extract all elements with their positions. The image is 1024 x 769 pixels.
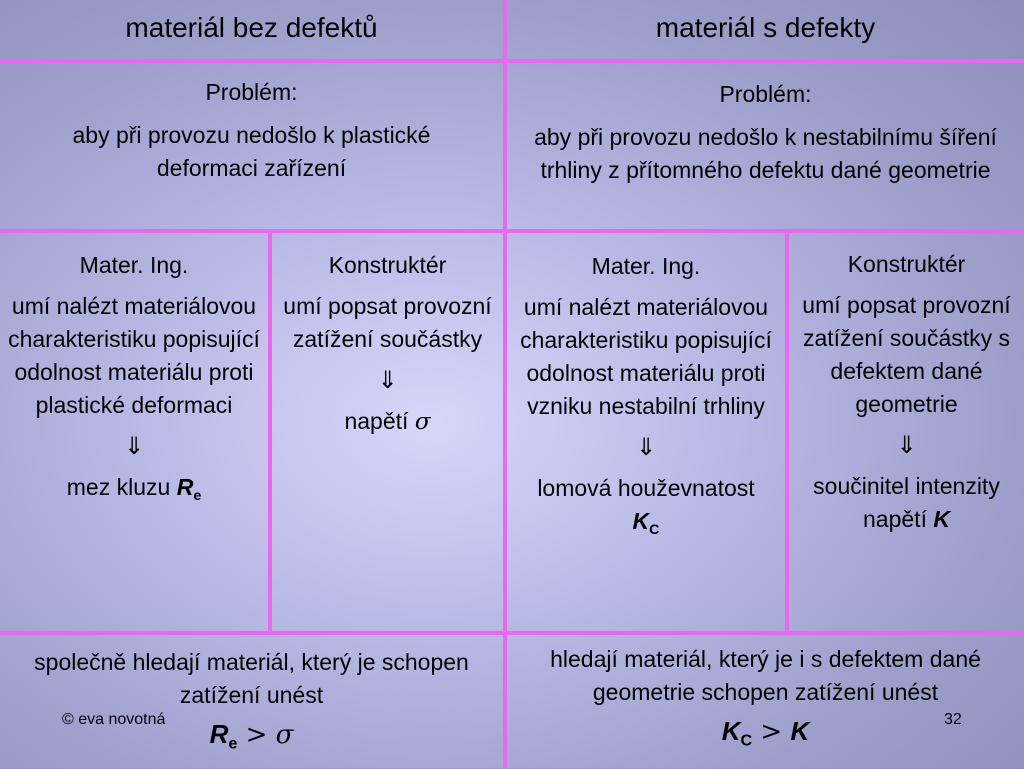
role-materials-engineer-right xyxy=(507,250,785,555)
header-left-title: materiál bez defektů xyxy=(125,12,378,43)
conclusion-left xyxy=(0,646,503,769)
down-arrow-icon: ⇓ xyxy=(123,432,145,460)
role-result xyxy=(4,471,264,513)
problem-left-text: aby při provozu nedošlo k plastické deformaci zařízení xyxy=(72,122,431,181)
formula-lhs-symbol: R xyxy=(209,719,229,749)
formula-rhs-symbol: σ xyxy=(275,720,294,750)
down-arrow-icon: ⇓ xyxy=(377,366,398,394)
problem-left xyxy=(0,76,503,193)
conclusion-right-text: hledají materiál, který je i s defektem dané geometrie schopen zatížení unést xyxy=(550,646,981,705)
role-result-label: napětí xyxy=(344,408,415,434)
conclusion-right-formula xyxy=(517,715,1014,758)
yield-strength-symbol: R xyxy=(176,474,194,500)
role-text: umí nalézt materiálovou charakteristiku popisující odolnost materiálu proti plastické deformaci xyxy=(8,293,260,418)
stress-intensity-symbol: K xyxy=(933,506,950,532)
role-text: umí nalézt materiálovou charakteristiku popisující odolnost materiálu proti vzniku nestabilní trhliny xyxy=(520,294,772,419)
formula-operator: > xyxy=(752,717,791,747)
horizontal-divider-3 xyxy=(0,631,1024,635)
down-arrow-icon: ⇓ xyxy=(896,431,917,459)
conclusion-right xyxy=(507,643,1024,766)
horizontal-divider-1 xyxy=(0,59,1024,63)
role-text: umí popsat provozní zatížení součástky s defektem dané geometrie xyxy=(802,292,1011,417)
slide-number: 32 xyxy=(944,711,962,728)
fracture-toughness-symbol-line xyxy=(511,505,781,547)
role-result xyxy=(276,405,499,439)
formula-operator: > xyxy=(237,720,276,750)
header-left xyxy=(0,0,503,58)
formula-lhs-symbol: K xyxy=(721,716,741,746)
footer-copyright: © eva novotná xyxy=(62,711,166,728)
role-result xyxy=(793,470,1020,536)
horizontal-divider-2 xyxy=(0,229,1024,233)
fracture-toughness-subscript: C xyxy=(649,521,660,538)
role-result-label: lomová houževnatost xyxy=(537,475,755,501)
stress-symbol: σ xyxy=(414,409,431,435)
down-arrow-icon: ⇓ xyxy=(635,433,657,461)
conclusion-left-text: společně hledají materiál, který je schopen zatížení unést xyxy=(34,649,469,708)
role-result xyxy=(511,472,781,505)
yield-strength-subscript: e xyxy=(193,487,202,504)
role-result-label: mez kluzu xyxy=(66,474,177,500)
role-title: Mater. Ing. xyxy=(79,252,189,278)
role-title: Konstruktér xyxy=(328,252,447,278)
role-result-label: součinitel intenzity napětí xyxy=(813,473,1000,532)
role-title: Mater. Ing. xyxy=(591,253,701,279)
formula-lhs-subscript: C xyxy=(740,731,753,750)
problem-right-text: aby při provozu nedošlo k nestabilnímu šíření trhliny z přítomného defektu dané geometrie xyxy=(534,124,997,183)
header-right-title: materiál s defekty xyxy=(655,12,876,43)
header-right xyxy=(507,0,1024,58)
formula-lhs-subscript: e xyxy=(228,734,238,753)
problem-right xyxy=(507,78,1024,195)
problem-right-title: Problém: xyxy=(719,81,812,107)
role-text: umí popsat provozní zatížení součástky xyxy=(283,293,492,352)
formula-rhs-symbol: K xyxy=(790,716,810,746)
role-designer-right xyxy=(789,248,1024,544)
problem-left-title: Problém: xyxy=(205,79,298,105)
fracture-toughness-symbol: K xyxy=(632,508,650,534)
role-title: Konstruktér xyxy=(847,251,966,277)
role-designer-left xyxy=(272,249,503,447)
role-materials-engineer-left xyxy=(0,249,268,521)
